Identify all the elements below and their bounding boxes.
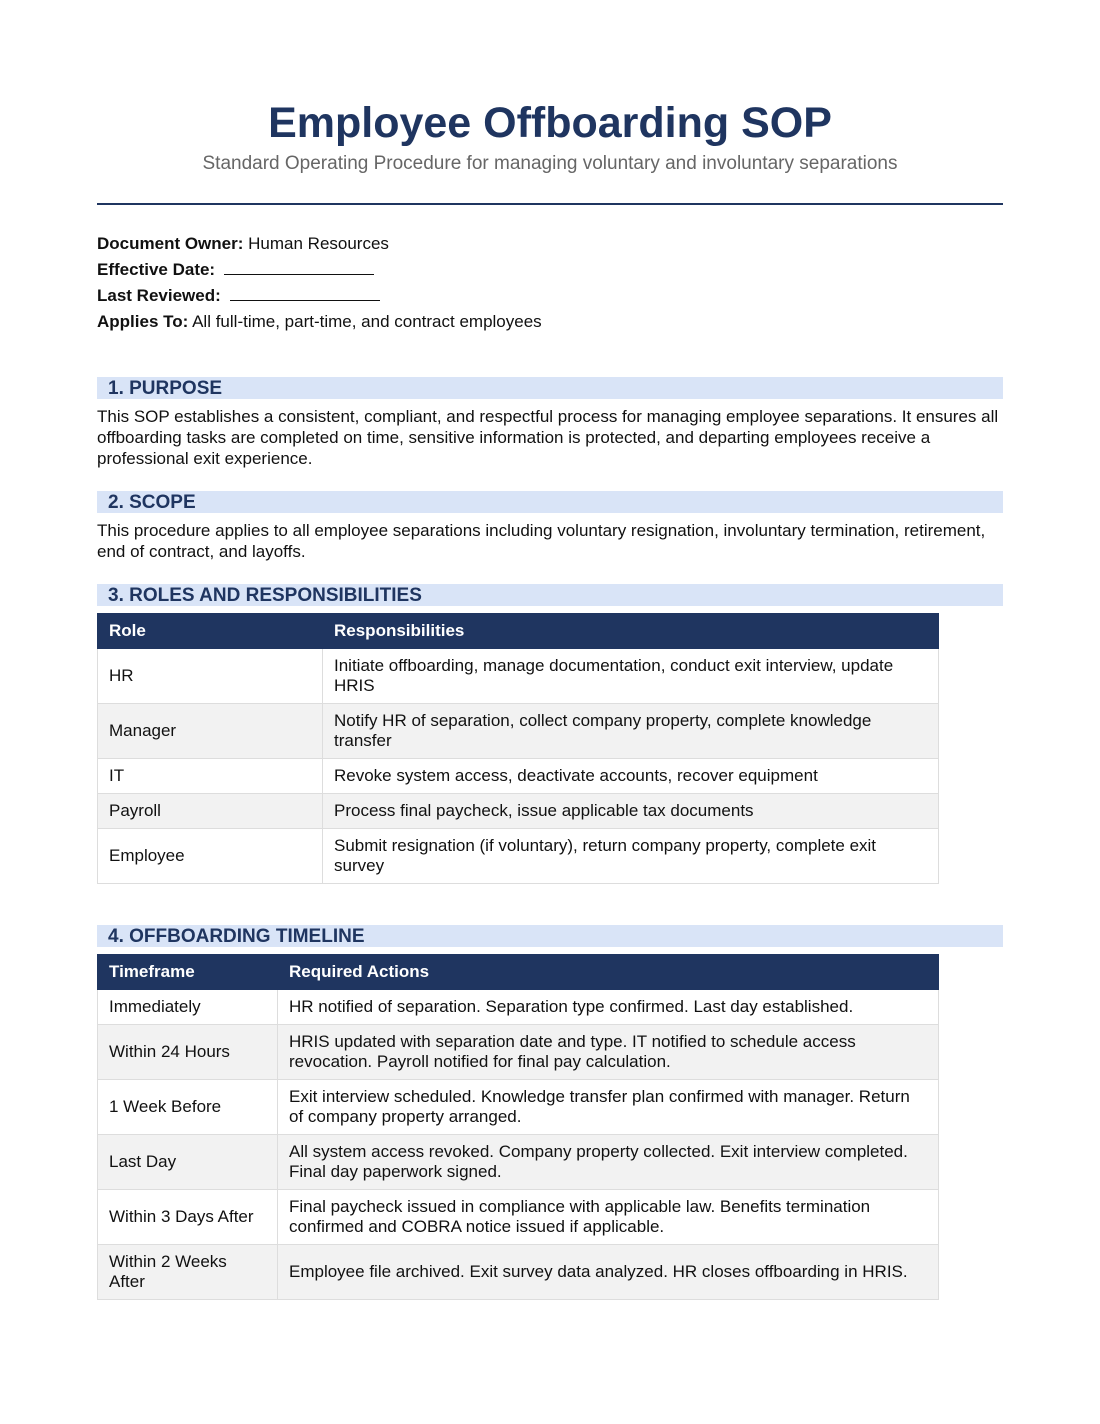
timeline-header-row (98, 955, 939, 990)
table-row (98, 649, 939, 704)
timeframe-cell: Within 24 Hours (98, 1025, 278, 1080)
meta-last-reviewed (97, 283, 1003, 309)
table-row (98, 794, 939, 829)
timeframe-cell: Within 2 Weeks After (98, 1245, 278, 1300)
document-metadata (97, 231, 1003, 335)
timeframe-cell: Last Day (98, 1135, 278, 1190)
responsibility-cell: Revoke system access, deactivate accounts, recover equipment (323, 759, 939, 794)
table-row (98, 1245, 939, 1300)
table-row (98, 759, 939, 794)
applies-to-label: Applies To: (97, 312, 189, 331)
timeline-heading: 4. OFFBOARDING TIMELINE (97, 925, 1003, 947)
table-row (98, 1080, 939, 1135)
action-cell: Final paycheck issued in compliance with applicable law. Benefits termination confirmed and COBRA notice issued if applicable. (278, 1190, 939, 1245)
action-cell: HR notified of separation. Separation type confirmed. Last day established. (278, 990, 939, 1025)
meta-effective-date (97, 257, 1003, 283)
scope-text: This procedure applies to all employee separations including voluntary resignation, involuntary termination, retirement, end of contract, and layoffs. (97, 521, 986, 561)
role-cell: IT (98, 759, 323, 794)
scope-heading: 2. SCOPE (97, 491, 1003, 513)
action-cell: Exit interview scheduled. Knowledge transfer plan confirmed with manager. Return of company property arranged. (278, 1080, 939, 1135)
purpose-text: This SOP establishes a consistent, compliant, and respectful process for managing employee separations. It ensures all offboarding tasks are completed on time, sensitive information is protected, and departing employees receive a professional exit experience. (97, 407, 999, 468)
document-subtitle: Standard Operating Procedure for managing voluntary and involuntary separations (202, 153, 898, 174)
action-cell: Employee file archived. Exit survey data analyzed. HR closes offboarding in HRIS. (278, 1245, 939, 1300)
table-row (98, 1025, 939, 1080)
timeframe-cell: 1 Week Before (98, 1080, 278, 1135)
purpose-heading: 1. PURPOSE (97, 377, 1003, 399)
responsibility-cell: Submit resignation (if voluntary), return company property, complete exit survey (323, 829, 939, 884)
timeline-col-actions: Required Actions (278, 955, 939, 990)
roles-col-responsibilities: Responsibilities (323, 614, 939, 649)
table-row (98, 1135, 939, 1190)
table-row (98, 990, 939, 1025)
responsibility-cell: Initiate offboarding, manage documentation, conduct exit interview, update HRIS (323, 649, 939, 704)
action-cell: All system access revoked. Company property collected. Exit interview completed. Final day paperwork signed. (278, 1135, 939, 1190)
header-divider (97, 203, 1003, 205)
action-cell: HRIS updated with separation date and type. IT notified to schedule access revocation. Payroll notified for final pay calculation. (278, 1025, 939, 1080)
meta-owner (97, 231, 1003, 257)
document-page (97, 0, 1003, 1291)
last-reviewed-label: Last Reviewed: (97, 286, 221, 305)
effective-date-blank (224, 259, 374, 275)
owner-value: Human Resources (248, 234, 389, 253)
table-row (98, 1190, 939, 1245)
timeframe-cell: Within 3 Days After (98, 1190, 278, 1245)
role-cell: HR (98, 649, 323, 704)
role-cell: Payroll (98, 794, 323, 829)
responsibility-cell: Process final paycheck, issue applicable tax documents (323, 794, 939, 829)
last-reviewed-blank (230, 285, 380, 301)
owner-label: Document Owner: (97, 234, 244, 253)
effective-date-label: Effective Date: (97, 260, 216, 279)
role-cell: Manager (98, 704, 323, 759)
roles-heading: 3. ROLES AND RESPONSIBILITIES (97, 584, 1003, 606)
roles-col-role: Role (98, 614, 323, 649)
timeline-col-timeframe: Timeframe (98, 955, 278, 990)
roles-header-row (98, 614, 939, 649)
responsibility-cell: Notify HR of separation, collect company property, complete knowledge transfer (323, 704, 939, 759)
roles-table (97, 613, 939, 884)
timeline-table (97, 954, 939, 1300)
document-title: Employee Offboarding SOP (268, 99, 832, 147)
role-cell: Employee (98, 829, 323, 884)
applies-to-value: All full-time, part-time, and contract employees (192, 312, 542, 331)
meta-applies-to (97, 309, 1003, 335)
timeframe-cell: Immediately (98, 990, 278, 1025)
table-row (98, 704, 939, 759)
table-row (98, 829, 939, 884)
